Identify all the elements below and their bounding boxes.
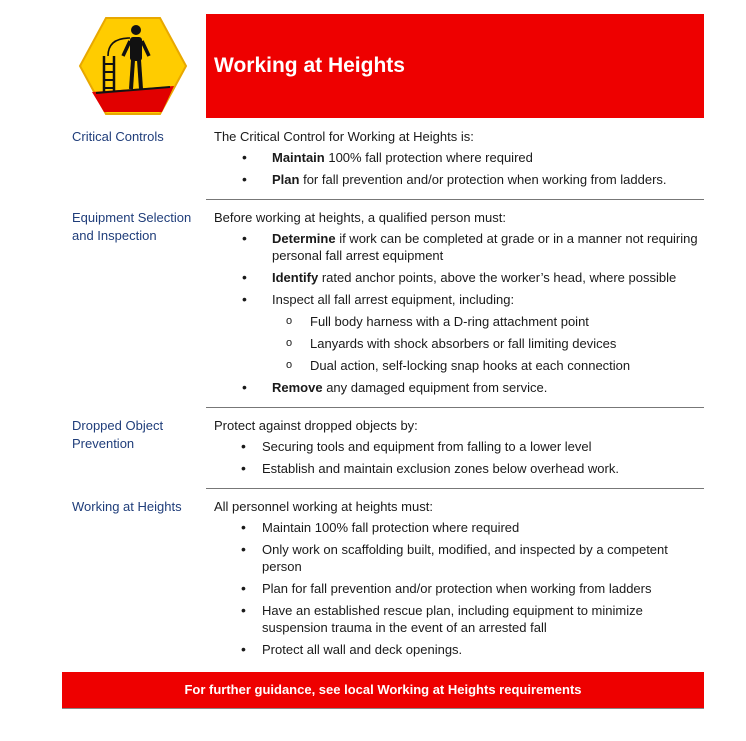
list-item: • Identify rated anchor points, above the worker’s head, where possible	[214, 269, 704, 286]
section-divider	[206, 488, 704, 489]
list-item: • Remove any damaged equipment from service.	[214, 379, 704, 396]
section-divider	[206, 407, 704, 408]
section-body	[214, 498, 704, 663]
footer-banner: For further guidance, see local Working at Heights requirements	[62, 672, 704, 708]
footer-divider	[62, 708, 704, 709]
list-item: • Protect all wall and deck openings.	[214, 641, 704, 658]
sub-list-item: o Dual action, self-locking snap hooks at each connection	[272, 357, 704, 374]
page-title: Working at Heights	[214, 54, 405, 77]
sub-list-item: o Lanyards with shock absorbers or fall limiting devices	[272, 335, 704, 352]
section-label: Equipment Selection and Inspection	[72, 210, 192, 243]
list-item: • Securing tools and equipment from falling to a lower level	[214, 438, 704, 455]
list-item: • Have an established rescue plan, including equipment to minimize suspension trauma in the event of an arrested fall	[214, 602, 704, 636]
list-item: • Plan for fall prevention and/or protection when working from ladders.	[214, 171, 704, 188]
list-item: • Inspect all fall arrest equipment, including: o Full body harness with a D-ring attachment point o Lanyards with shock absorbers or fall limiting devices o Dual action, self-locking snap hooks at each connection	[214, 291, 704, 374]
list-item: • Only work on scaffolding built, modified, and inspected by a competent person	[214, 541, 704, 575]
section-body	[214, 417, 704, 482]
section-body	[214, 128, 704, 193]
section-body	[214, 209, 704, 401]
sub-bullet-list	[272, 313, 704, 374]
section-label: Working at Heights	[72, 499, 182, 514]
section-divider	[206, 199, 704, 200]
section-label: Critical Controls	[72, 129, 164, 144]
section-intro: All personnel working at heights must:	[214, 499, 433, 514]
list-item: • Establish and maintain exclusion zones below overhead work.	[214, 460, 704, 477]
section-intro: The Critical Control for Working at Heights is:	[214, 129, 474, 144]
bullet-list	[214, 230, 704, 396]
list-item: • Maintain 100% fall protection where required	[214, 519, 704, 536]
section-label: Dropped Object Prevention	[72, 418, 164, 451]
list-item: • Determine if work can be completed at grade or in a manner not requiring personal fall arrest equipment	[214, 230, 704, 264]
sub-list-item: o Full body harness with a D-ring attachment point	[272, 313, 704, 330]
section-intro: Before working at heights, a qualified person must:	[214, 210, 506, 225]
section-intro: Protect against dropped objects by:	[214, 418, 418, 433]
list-item: • Plan for fall prevention and/or protection when working from ladders	[214, 580, 704, 597]
bullet-list	[214, 149, 704, 188]
bullet-list	[214, 438, 704, 477]
fall-protection-worker-icon	[78, 14, 188, 118]
bullet-list	[214, 519, 704, 658]
title-banner	[206, 14, 704, 118]
list-item: • Maintain 100% fall protection where required	[214, 149, 704, 166]
